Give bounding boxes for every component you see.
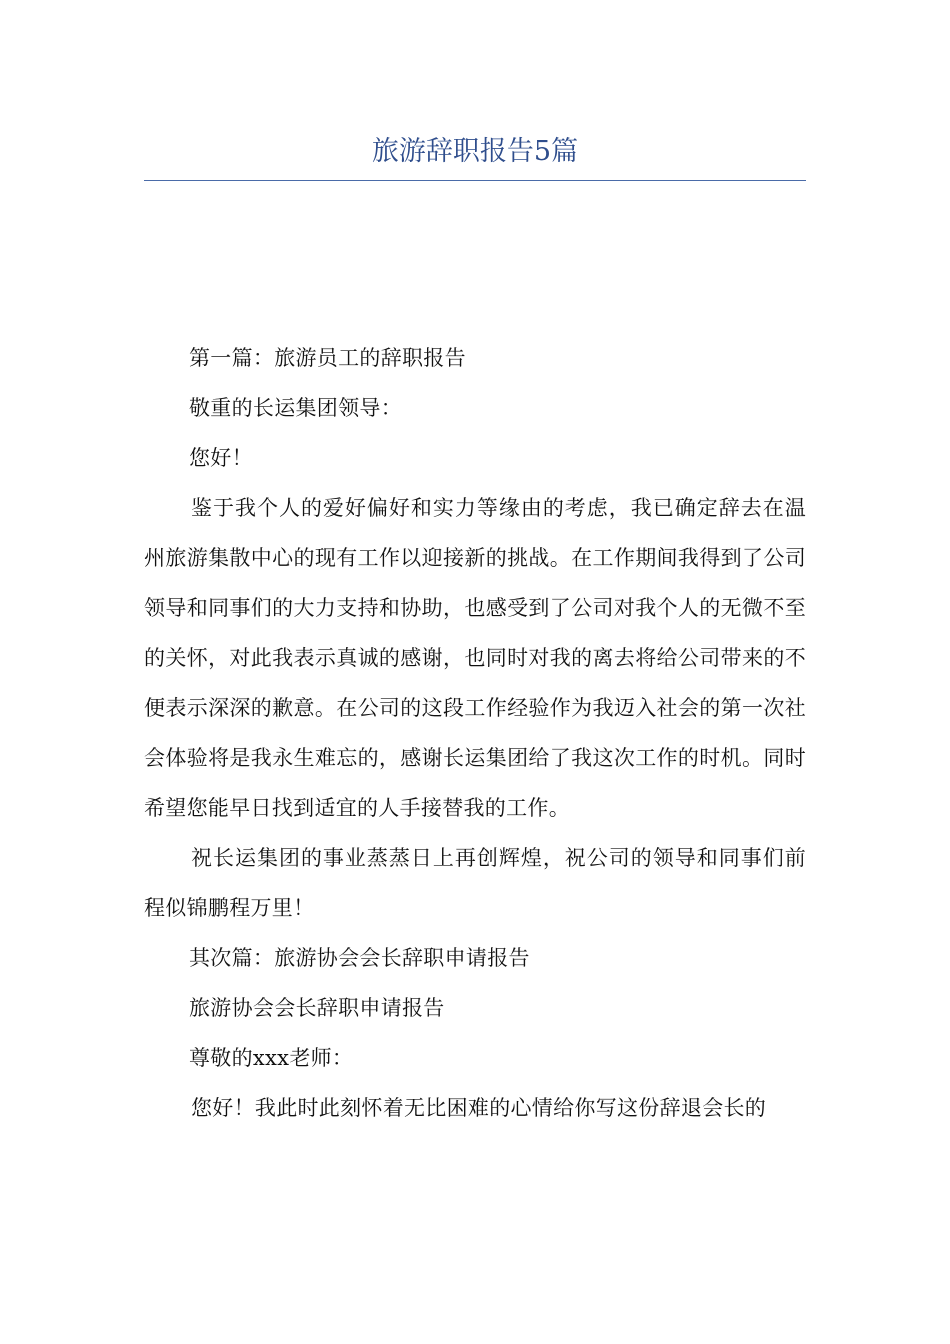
document-title: 旅游辞职报告5篇 [371,136,579,167]
section-heading-2: 其次篇：旅游协会会长辞职申请报告 [189,946,530,970]
salutation-1: 敬重的长运集团领导： [189,396,402,420]
section-heading-1: 第一篇：旅游员工的辞职报告 [189,346,466,370]
greeting-1: 您好！ [189,446,253,470]
closing-paragraph-1: 祝长运集团的事业蒸蒸日上再创辉煌，祝公司的领导和同事们前程似锦鹏程万里！ [144,846,806,920]
salutation-2: 尊敬的xxx老师： [189,1046,354,1070]
body-paragraph-2: 您好！我此时此刻怀着无比困难的心情给你写这份辞退会长的 [191,1096,767,1120]
body-paragraph-1: 鉴于我个人的爱好偏好和实力等缘由的考虑，我已确定辞去在温州旅游集散中心的现有工作以迎接新的挑战。在工作期间我得到了公司领导和同事们的大力支持和协助，也感受到了公司对我个人的无微不至的关怀，对此我表示真诚的感谢，也同时对我的离去将给公司带来的不便表示深深的歉意。在公司的这段工作经验作为我迈入社会的第一次社会体验将是我永生难忘的，感谢长运集团给了我这次工作的时机。同时希望您能早日找到适宜的人手接替我的工作。 [144,496,806,820]
subtitle-2: 旅游协会会长辞职申请报告 [189,996,445,1020]
document-body [144,333,806,1133]
title-underline [144,180,806,181]
